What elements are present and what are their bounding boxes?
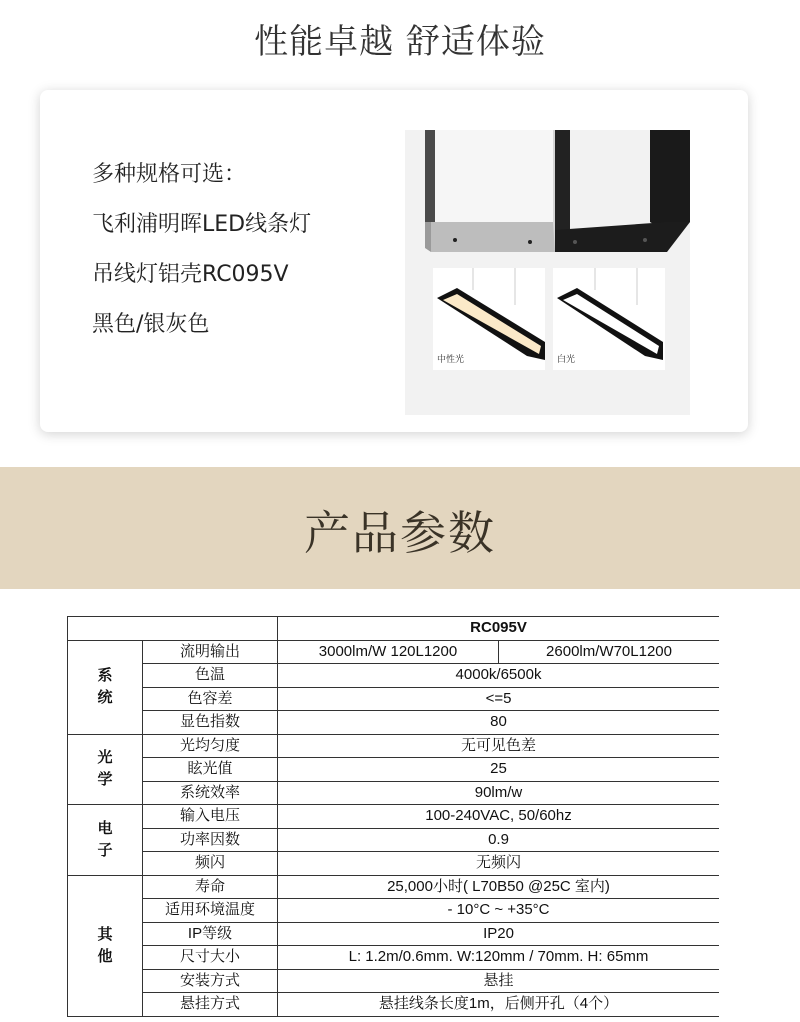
- table-row: [68, 922, 720, 946]
- param-label: 功率因数: [143, 828, 278, 852]
- param-value: 25: [278, 758, 720, 782]
- white-light-label: 白光: [557, 355, 576, 365]
- param-label: 安装方式: [143, 969, 278, 993]
- param-value: 3000lm/W 120L1200: [278, 640, 499, 664]
- param-value: 0.9: [278, 828, 720, 852]
- product-photo-svg: [405, 130, 690, 415]
- param-value: <=5: [278, 687, 720, 711]
- group-cell: [68, 640, 143, 734]
- param-value: 无可见色差: [278, 734, 720, 758]
- param-value: 无频闪: [278, 852, 720, 876]
- table-row: [68, 640, 720, 664]
- table-row: [68, 711, 720, 735]
- param-value: 100-240VAC, 50/60hz: [278, 805, 720, 829]
- param-label: 眩光值: [143, 758, 278, 782]
- black-fixture: [555, 130, 690, 252]
- group-label: 其他: [97, 925, 113, 965]
- table-header-row: [68, 617, 720, 641]
- params-table-wrap: [67, 616, 719, 1022]
- spec-line-colors: 黑色/银灰色: [92, 312, 210, 337]
- table-row: [68, 758, 720, 782]
- table-row: [68, 875, 720, 899]
- spec-line-model: 吊线灯铝壳RC095V: [92, 262, 289, 287]
- group-cell: [68, 875, 143, 1016]
- group-label: 光学: [97, 749, 113, 789]
- param-value: 90lm/w: [278, 781, 720, 805]
- group-label: 电子: [97, 819, 113, 859]
- param-value: 4000k/6500k: [278, 664, 720, 688]
- param-value: - 10°C ~ +35°C: [278, 899, 720, 923]
- param-label: 适用环境温度: [143, 899, 278, 923]
- table-row: [68, 852, 720, 876]
- table-row: [68, 664, 720, 688]
- spec-line-options: 多种规格可选：: [92, 162, 247, 187]
- param-label: 显色指数: [143, 711, 278, 735]
- table-header-blank: [68, 617, 278, 641]
- table-row: [68, 805, 720, 829]
- param-value: 25,000小时( L70B50 @25C 室内): [278, 875, 720, 899]
- param-value: 悬挂: [278, 969, 720, 993]
- param-label: 色容差: [143, 687, 278, 711]
- group-cell: [68, 734, 143, 805]
- param-label: 流明输出: [143, 640, 278, 664]
- param-label: 频闪: [143, 852, 278, 876]
- table-row: [68, 946, 720, 970]
- group-label: 系统: [97, 667, 113, 706]
- section-title: 产品参数: [304, 506, 496, 560]
- params-table: [67, 616, 719, 1017]
- spec-lines: [92, 150, 311, 350]
- section-banner: [0, 467, 800, 589]
- param-label: 寿命: [143, 875, 278, 899]
- param-value: IP20: [278, 922, 720, 946]
- silver-fixture: [425, 130, 561, 252]
- table-row: [68, 899, 720, 923]
- table-row: [68, 734, 720, 758]
- table-row: [68, 687, 720, 711]
- page-title: 性能卓越 舒适体验: [254, 22, 546, 62]
- neutral-light-label: 中性光: [437, 355, 465, 365]
- table-row: [68, 781, 720, 805]
- param-value: L: 1.2m/0.6mm. W:120mm / 70mm. H: 65mm: [278, 946, 720, 970]
- product-photo: [405, 130, 690, 415]
- param-label: 输入电压: [143, 805, 278, 829]
- param-label: 光均匀度: [143, 734, 278, 758]
- param-label: 悬挂方式: [143, 993, 278, 1017]
- spec-line-brand: 飞利浦明晖LED线条灯: [92, 212, 312, 237]
- model-header: RC095V: [278, 617, 720, 641]
- param-label: 色温: [143, 664, 278, 688]
- param-label: 尺寸大小: [143, 946, 278, 970]
- param-value: 80: [278, 711, 720, 735]
- param-value: 悬挂线条长度1m，后侧开孔（4个）: [278, 993, 720, 1017]
- spec-card: [40, 90, 748, 432]
- table-row: [68, 969, 720, 993]
- table-row: [68, 993, 720, 1017]
- param-label: 系统效率: [143, 781, 278, 805]
- group-cell: [68, 805, 143, 876]
- param-label: IP等级: [143, 922, 278, 946]
- table-row: [68, 828, 720, 852]
- param-value: 2600lm/W70L1200: [499, 640, 720, 664]
